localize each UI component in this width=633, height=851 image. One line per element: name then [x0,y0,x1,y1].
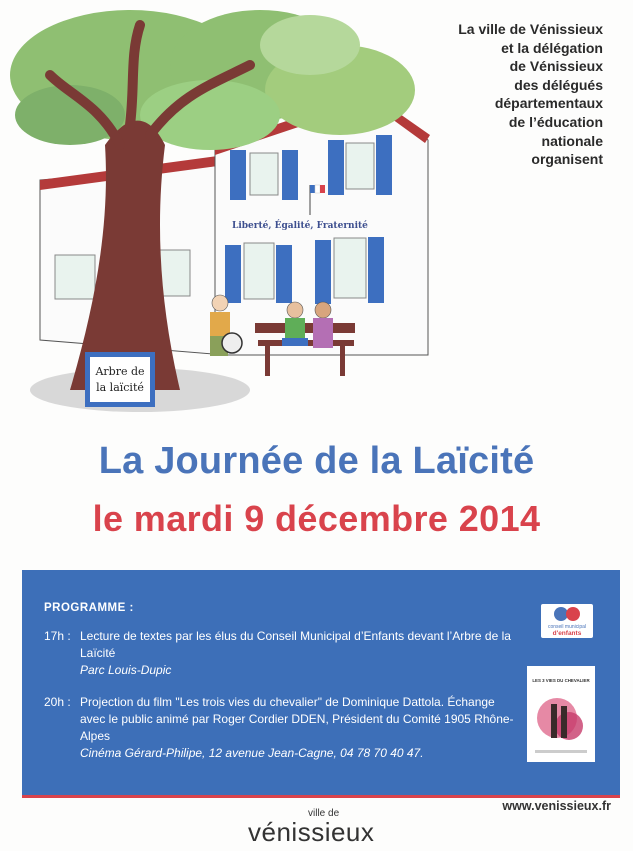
logo-main-text: vénissieux [248,817,375,847]
event-body [80,694,520,762]
event-time: 20h : [44,695,71,709]
event-description: Lecture de textes par les élus du Conseil Municipal d’Enfants devant l’Arbre de la Laïcité [80,629,511,660]
child-on-bench-2 [313,302,333,348]
laicite-sign [85,352,155,407]
event-description: Projection du film "Les trois vies du chevalier" de Dominique Dattola. Échange avec le public animé par Roger Cordier DDEN, Président du Comité 1905 Rhône-Alpes [80,695,514,743]
programme-heading: PROGRAMME : [44,602,134,614]
motto-text: Liberté, Égalité, Fraternité [232,221,368,231]
svg-text:LES 3 VIES DU CHEVALIER: LES 3 VIES DU CHEVALIER [532,678,590,683]
svg-text:conseil municipal: conseil municipal [547,624,587,630]
event-date: le mardi 9 décembre 2014 [92,498,541,539]
logo-top-text: ville de [308,808,340,819]
event-time: 17h : [44,629,71,643]
venissieux-logo [248,808,398,848]
event-body [80,628,520,679]
conseil-municipal-enfants-logo [541,604,593,638]
illustration [10,5,440,415]
sign-line-1: Arbre de [95,365,145,378]
organizers-text: La ville de Vénissieux et la délégation de Vénissieux des délégués départementaux de l’éducation nationale organisent [458,21,603,168]
programme-divider [22,795,620,798]
event-title: La Journée de la Laïcité [98,440,535,482]
sign-line-2: la laïcité [96,381,144,394]
website-link[interactable]: www.venissieux.fr [502,799,611,813]
svg-text:d'enfants: d'enfants [552,630,582,637]
event-location: Cinéma Gérard-Philipe, 12 avenue Jean-Cagne, 04 78 70 40 47. [80,746,424,760]
programme-panel [22,570,620,795]
event-location: Parc Louis-Dupic [80,663,172,677]
film-poster [527,666,595,762]
